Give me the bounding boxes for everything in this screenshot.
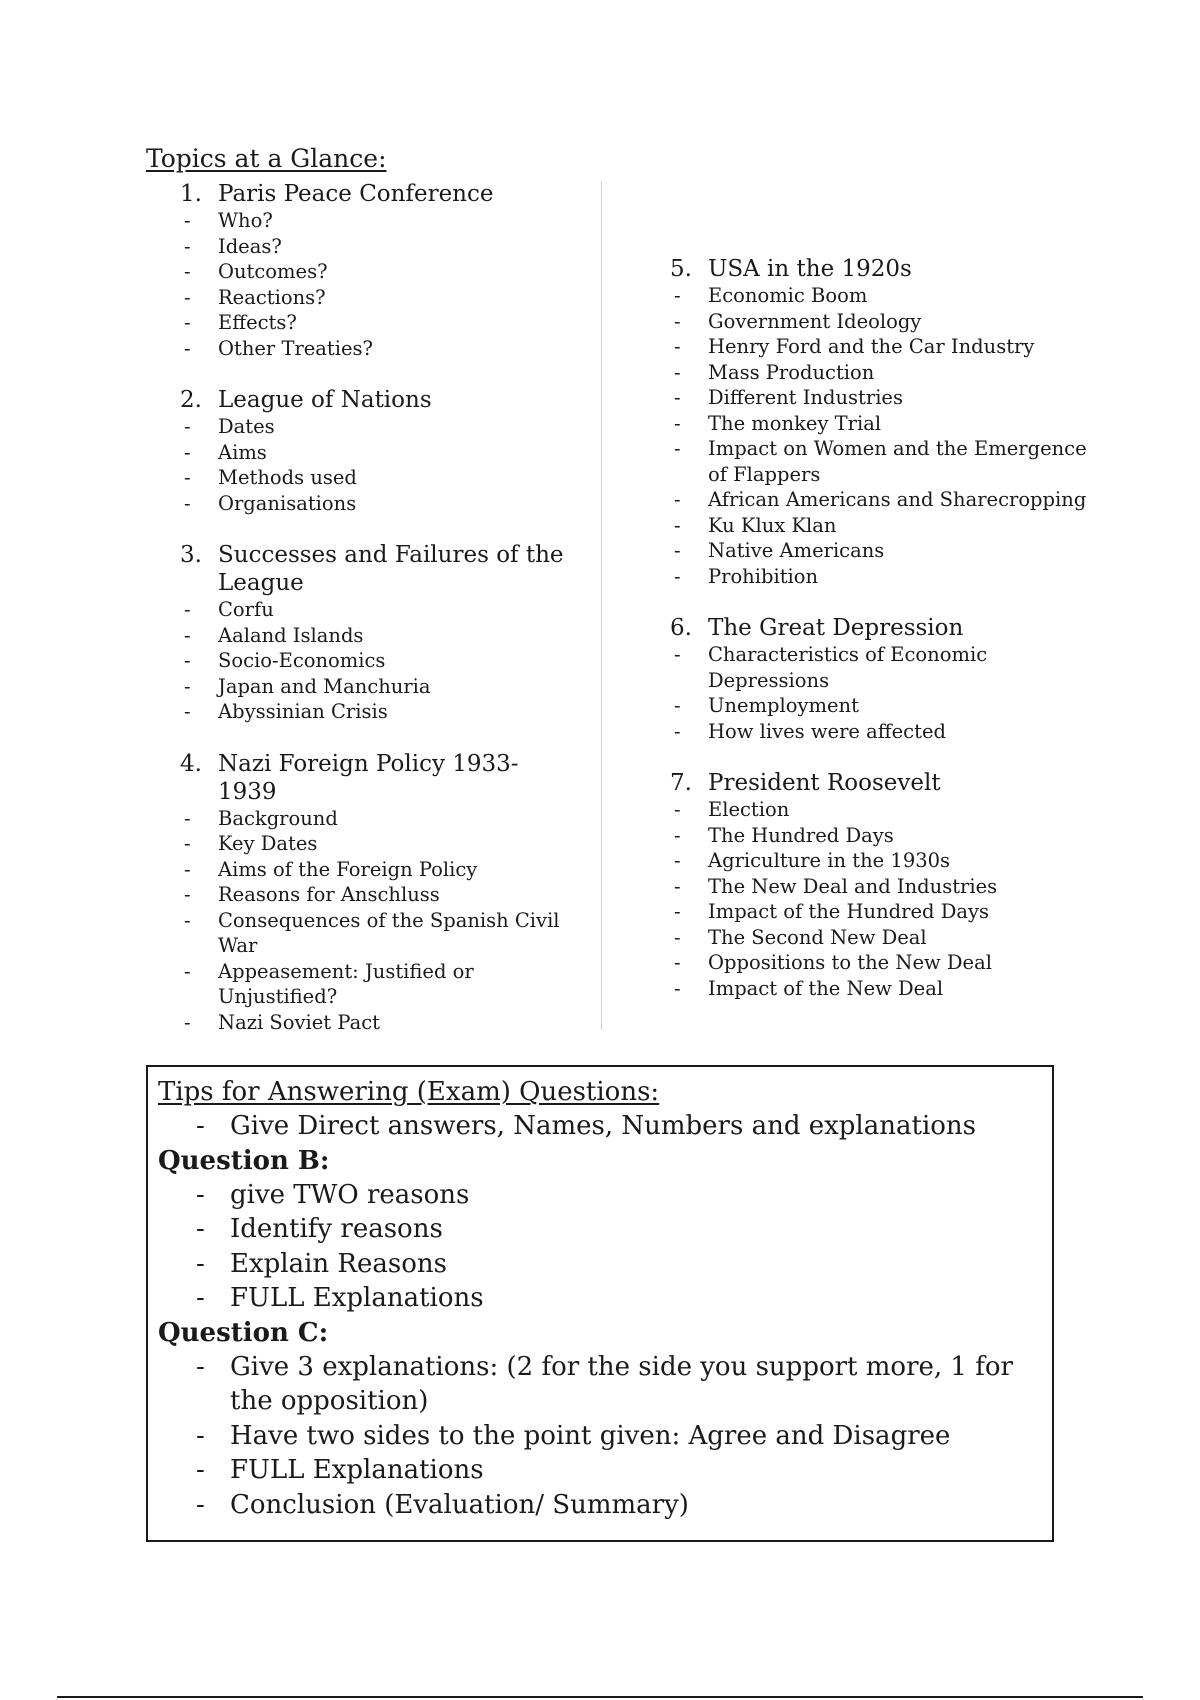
subtopic-list	[180, 208, 575, 361]
tip-item: - Identify reasons	[158, 1212, 1042, 1247]
subtopic-item: - Impact on Women and the Emergence of Flappers	[670, 436, 1090, 487]
topics-right-column	[670, 255, 1090, 1001]
subtopic-list	[180, 597, 575, 725]
tip-item: - FULL Explanations	[158, 1281, 1042, 1316]
subtopic-item: - Election	[670, 797, 1090, 823]
topic-title-text: Successes and Failures of the League	[218, 542, 564, 596]
subtopic-item: - Socio-Economics	[180, 648, 575, 674]
topic-title-text: USA in the 1920s	[708, 256, 912, 282]
subtopic-item: - Oppositions to the New Deal	[670, 950, 1090, 976]
topic-title-text: Paris Peace Conference	[218, 181, 494, 207]
topic-number: 7.	[670, 770, 692, 796]
subtopic-list	[180, 414, 575, 516]
subtopic-item: - Reasons for Anschluss	[180, 882, 575, 908]
topic-title	[670, 614, 1090, 642]
subtopic-item: - Ideas?	[180, 234, 575, 260]
question-b-tips	[158, 1178, 1042, 1316]
subtopic-item: - Characteristics of Economic Depressions	[670, 642, 1090, 693]
question-c-tips	[158, 1350, 1042, 1523]
tip-item: - FULL Explanations	[158, 1453, 1042, 1488]
subtopic-item: - Henry Ford and the Car Industry	[670, 334, 1090, 360]
subtopic-item: - Ku Klux Klan	[670, 513, 1090, 539]
subtopic-item: - Consequences of the Spanish Civil War	[180, 908, 575, 959]
topics-left-column	[180, 180, 575, 1035]
topic-1	[180, 180, 575, 361]
subtopic-item: - Native Americans	[670, 538, 1090, 564]
topic-number: 2.	[180, 387, 202, 413]
exam-tips-box	[146, 1065, 1054, 1542]
topic-4	[180, 750, 575, 1036]
footer-rule	[57, 1696, 1143, 1698]
tip-item: - Conclusion (Evaluation/ Summary)	[158, 1488, 1042, 1523]
subtopic-item: - How lives were affected	[670, 719, 1090, 745]
topic-2	[180, 386, 575, 516]
subtopic-item: - The New Deal and Industries	[670, 874, 1090, 900]
topic-number: 4.	[180, 750, 202, 777]
column-divider	[601, 182, 602, 1030]
tip-item: - Give Direct answers, Names, Numbers and explanations	[158, 1109, 1042, 1144]
subtopic-item: - Mass Production	[670, 360, 1090, 386]
topic-number: 6.	[670, 615, 692, 641]
topic-title	[180, 541, 575, 597]
subtopic-item: - Prohibition	[670, 564, 1090, 590]
subtopic-item: - Who?	[180, 208, 575, 234]
subtopic-item: - Dates	[180, 414, 575, 440]
subtopic-item: - Impact of the New Deal	[670, 976, 1090, 1002]
question-b-label: Question B:	[158, 1145, 330, 1176]
topic-5	[670, 255, 1090, 589]
topic-title	[180, 180, 575, 208]
topic-7	[670, 769, 1090, 1001]
topic-number: 1.	[180, 181, 202, 207]
subtopic-list	[670, 642, 1090, 744]
subtopic-item: - Aims of the Foreign Policy	[180, 857, 575, 883]
subtopic-item: - Government Ideology	[670, 309, 1090, 335]
subtopic-item: - Appeasement: Justified or Unjustified?	[180, 959, 575, 1010]
tips-title: Tips for Answering (Exam) Questions:	[158, 1077, 660, 1107]
general-tips-list	[158, 1109, 1042, 1144]
tip-item: - Give 3 explanations: (2 for the side you support more, 1 for the opposition)	[158, 1350, 1042, 1419]
subtopic-item: - Aims	[180, 440, 575, 466]
subtopic-item: - Unemployment	[670, 693, 1090, 719]
subtopic-item: - Outcomes?	[180, 259, 575, 285]
subtopic-item: - The monkey Trial	[670, 411, 1090, 437]
subtopic-item: - Background	[180, 806, 575, 832]
tip-item: - give TWO reasons	[158, 1178, 1042, 1213]
topic-title-text: The Great Depression	[708, 615, 964, 641]
topic-6	[670, 614, 1090, 744]
subtopic-item: - Japan and Manchuria	[180, 674, 575, 700]
topic-title	[180, 386, 575, 414]
subtopic-item: - Aaland Islands	[180, 623, 575, 649]
subtopic-item: - Economic Boom	[670, 283, 1090, 309]
question-c-label: Question C:	[158, 1317, 329, 1348]
tip-item: - Have two sides to the point given: Agree and Disagree	[158, 1419, 1042, 1454]
subtopic-item: - Organisations	[180, 491, 575, 517]
subtopic-item: - Methods used	[180, 465, 575, 491]
subtopic-item: - Nazi Soviet Pact	[180, 1010, 575, 1036]
topic-title-text: League of Nations	[218, 387, 432, 413]
subtopic-list	[670, 797, 1090, 1001]
subtopic-item: - African Americans and Sharecropping	[670, 487, 1090, 513]
subtopic-item: - The Second New Deal	[670, 925, 1090, 951]
subtopic-item: - Reactions?	[180, 285, 575, 311]
subtopic-item: - Key Dates	[180, 831, 575, 857]
subtopic-item: - Impact of the Hundred Days	[670, 899, 1090, 925]
subtopic-item: - Different Industries	[670, 385, 1090, 411]
subtopic-item: - The Hundred Days	[670, 823, 1090, 849]
page-heading: Topics at a Glance:	[146, 144, 387, 173]
topic-title-text: President Roosevelt	[708, 770, 941, 796]
topic-title	[670, 255, 1090, 283]
subtopic-item: - Abyssinian Crisis	[180, 699, 575, 725]
tip-item: - Explain Reasons	[158, 1247, 1042, 1282]
subtopic-item: - Corfu	[180, 597, 575, 623]
subtopic-list	[670, 283, 1090, 589]
topic-number: 5.	[670, 256, 692, 282]
topic-3	[180, 541, 575, 725]
topic-title	[670, 769, 1090, 797]
topic-title	[180, 750, 575, 806]
subtopic-item: - Other Treaties?	[180, 336, 575, 362]
topic-number: 3.	[180, 542, 202, 568]
subtopic-item: - Effects?	[180, 310, 575, 336]
topic-title-text: Nazi Foreign Policy 1933-1939	[218, 750, 519, 805]
subtopic-list	[180, 806, 575, 1036]
subtopic-item: - Agriculture in the 1930s	[670, 848, 1090, 874]
